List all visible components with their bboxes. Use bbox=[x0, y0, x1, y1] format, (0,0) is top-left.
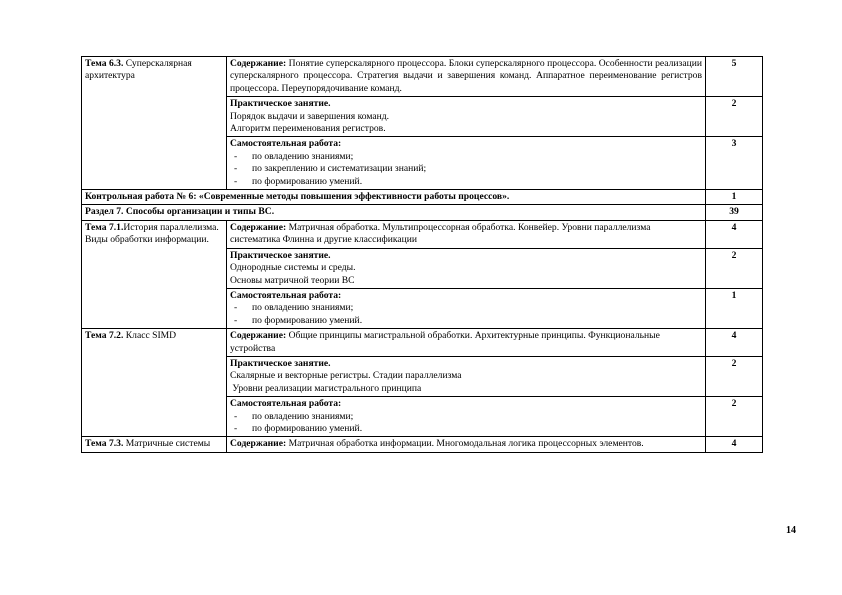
self-work-label: Самостоятельная работа: bbox=[230, 398, 342, 410]
practice-line: Уровни реализации магистрального принципа bbox=[230, 382, 422, 394]
practice-cell bbox=[227, 248, 706, 288]
topic-cell bbox=[82, 437, 227, 452]
list-item bbox=[230, 176, 702, 188]
self-work-cell bbox=[227, 397, 706, 437]
page-number: 14 bbox=[786, 525, 796, 536]
control-work-cell: Контрольная работа № 6: «Современные методы повышения эффективности работы процессов». bbox=[82, 190, 706, 205]
hours-cell: 2 bbox=[706, 248, 763, 288]
hours-cell: 2 bbox=[706, 397, 763, 437]
hours-cell: 2 bbox=[706, 356, 763, 396]
topic-number: Тема 6.3. bbox=[85, 58, 124, 69]
content-cell bbox=[227, 437, 706, 452]
content-label: Содержание: bbox=[230, 330, 287, 342]
content-text: Понятие суперскалярного процессора. Блоки суперскалярного процессора. Особенности реализации суперскалярного процессора. Стратегия выдачи и завершения команд. Аппаратное переименование регистров процессора. Переупорядочивание команд. bbox=[230, 58, 702, 94]
section-cell: Раздел 7. Способы организации и типы ВС. bbox=[82, 205, 706, 220]
hours-cell: 3 bbox=[706, 137, 763, 190]
table-row bbox=[82, 220, 763, 248]
content-text: Матричная обработка. Мультипроцессорная обработка. Конвейер. Уровни параллелизма систематика Флинна и другие классификации bbox=[230, 221, 651, 246]
table-row bbox=[82, 190, 763, 205]
list-dash: - bbox=[234, 314, 238, 326]
content-cell bbox=[227, 220, 706, 248]
hours-cell: 39 bbox=[706, 205, 763, 220]
topic-cell bbox=[82, 329, 227, 437]
practice-label: Практическое занятие. bbox=[230, 98, 331, 110]
list-item bbox=[230, 315, 702, 327]
list-text: по овладению знаниями; bbox=[252, 302, 354, 314]
hours-cell: 4 bbox=[706, 220, 763, 248]
hours-cell: 2 bbox=[706, 97, 763, 137]
list-item bbox=[230, 411, 702, 423]
list-text: по формированию умений. bbox=[252, 422, 363, 434]
content-label: Содержание: bbox=[230, 438, 287, 450]
practice-line: Однородные системы и среды. bbox=[230, 262, 356, 274]
self-work-label: Самостоятельная работа: bbox=[230, 138, 342, 150]
self-work-cell bbox=[227, 137, 706, 190]
hours-cell: 4 bbox=[706, 437, 763, 452]
hours-cell: 5 bbox=[706, 57, 763, 97]
list-dash: - bbox=[234, 150, 238, 162]
practice-line: Основы матричной теории ВС bbox=[230, 274, 355, 286]
practice-line: Скалярные и векторные регистры. Стадии параллелизма bbox=[230, 370, 462, 382]
list-item bbox=[230, 423, 702, 435]
practice-line: Алгоритм переименования регистров. bbox=[230, 123, 386, 135]
topic-title: История параллелизма. Виды обработки информации. bbox=[85, 221, 219, 246]
content-label: Содержание: bbox=[230, 221, 287, 233]
content-text: Общие принципы магистральной обработки. Архитектурные принципы. Функциональные устройства bbox=[230, 330, 660, 354]
practice-cell bbox=[227, 356, 706, 396]
table-row bbox=[82, 437, 763, 452]
topic-title: Суперскалярная архитектура bbox=[85, 58, 192, 82]
hours-cell: 1 bbox=[706, 190, 763, 205]
self-work-label: Самостоятельная работа: bbox=[230, 289, 342, 301]
topic-cell bbox=[82, 220, 227, 328]
table-row bbox=[82, 329, 763, 357]
list-text: по овладению знаниями; bbox=[252, 410, 354, 422]
list-text: по формированию умений. bbox=[252, 314, 363, 326]
self-work-cell bbox=[227, 288, 706, 328]
list-dash: - bbox=[234, 422, 238, 434]
content-cell bbox=[227, 329, 706, 357]
list-text: по овладению знаниями; bbox=[252, 150, 354, 162]
hours-cell: 4 bbox=[706, 329, 763, 357]
hours-cell: 1 bbox=[706, 288, 763, 328]
curriculum-table bbox=[81, 56, 763, 453]
list-text: по закреплению и систематизации знаний; bbox=[252, 163, 427, 175]
list-item bbox=[230, 163, 702, 175]
topic-number: Тема 7.3. bbox=[85, 438, 124, 450]
topic-number: Тема 7.2. bbox=[85, 330, 124, 342]
content-text: Матричная обработка информации. Многомодальная логика процессорных элементов. bbox=[286, 438, 644, 450]
list-dash: - bbox=[234, 163, 238, 175]
table-row bbox=[82, 57, 763, 97]
practice-cell bbox=[227, 97, 706, 137]
practice-line: Порядок выдачи и завершения команд. bbox=[230, 110, 390, 122]
topic-number: Тема 7.1. bbox=[85, 221, 124, 233]
list-text: по формированию умений. bbox=[252, 175, 363, 187]
list-dash: - bbox=[234, 302, 238, 314]
content-label: Содержание: bbox=[230, 58, 287, 69]
list-item bbox=[230, 151, 702, 163]
list-dash: - bbox=[234, 410, 238, 422]
content-cell bbox=[227, 57, 706, 97]
topic-title: Матричные системы bbox=[123, 438, 211, 450]
practice-label: Практическое занятие. bbox=[230, 249, 331, 261]
practice-label: Практическое занятие. bbox=[230, 357, 331, 369]
table-row bbox=[82, 205, 763, 220]
topic-title: Класс SIMD bbox=[123, 330, 177, 342]
list-item bbox=[230, 302, 702, 314]
list-dash: - bbox=[234, 175, 238, 187]
topic-cell bbox=[82, 57, 227, 190]
